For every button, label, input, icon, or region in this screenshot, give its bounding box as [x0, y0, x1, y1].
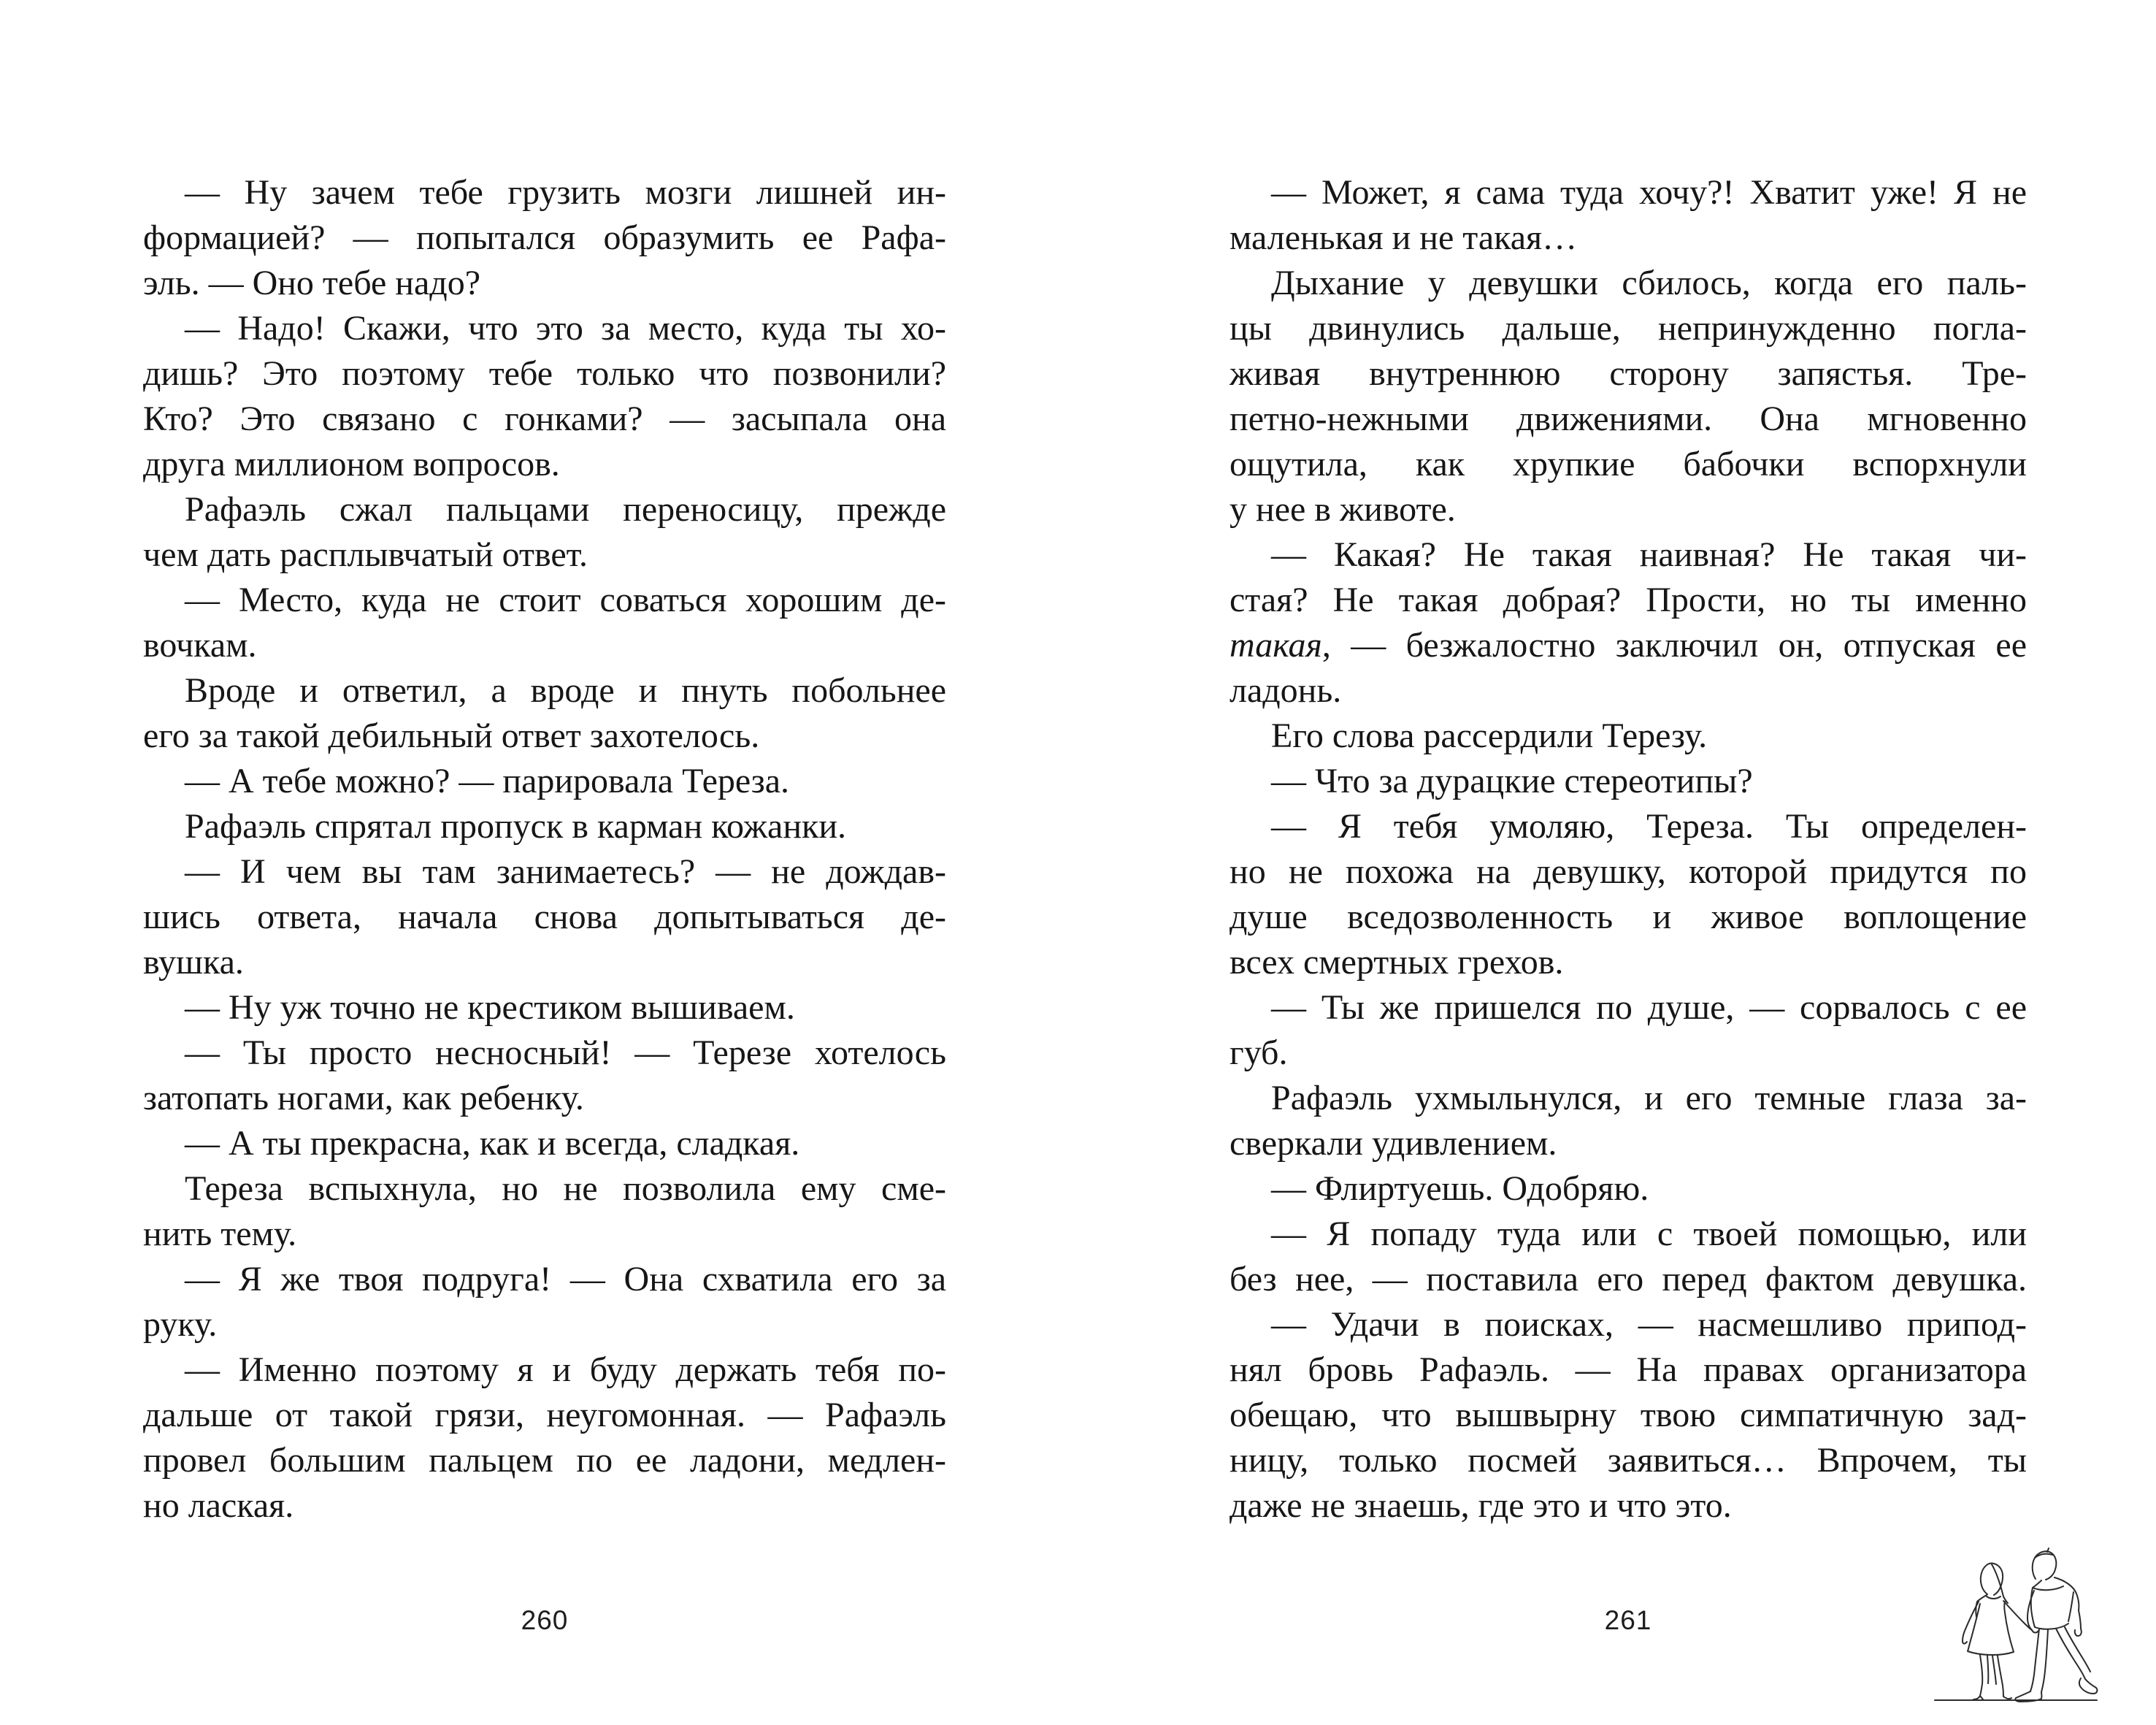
text-line: ощутила, как хрупкие бабочки вспорхнули [1229, 445, 2027, 483]
text-line: Тереза вспыхнула, но не позволила ему сме- [185, 1169, 946, 1208]
text-line: — Ты же пришелся по душе, — сорвалось с ее [1271, 988, 2027, 1027]
text-line: сверкали удивлением. [1229, 1124, 1557, 1163]
text-line: всех смертных грехов. [1229, 943, 1564, 982]
text-line: живая внутреннюю сторону запястья. Тре- [1229, 354, 2027, 393]
text-line: петно-нежными движениями. Она мгновенно [1229, 399, 2027, 438]
text-line: — Какая? Не такая наивная? Не такая чи- [1271, 535, 2027, 574]
text-line: Рафаэль сжал пальцами переносицу, прежде [185, 490, 946, 529]
text-line: стая? Не такая добрая? Прости, но ты именно [1229, 581, 2027, 619]
text-line: дальше от такой грязи, неугомонная. — Рафаэль [143, 1396, 946, 1434]
text-line: нить тему. [143, 1215, 297, 1253]
text-line: Его слова рассердили Терезу. [1271, 716, 1708, 755]
text-line: без нее, — поставила его перед фактом девушка. [1229, 1260, 2027, 1298]
text-line: душе вседозволенность и живое воплощение [1229, 898, 2027, 936]
text-line: цы двинулись дальше, непринужденно погла- [1229, 309, 2027, 348]
text-line: затопать ногами, как ребенку. [143, 1079, 584, 1117]
text-line: чем дать расплывчатый ответ. [143, 535, 588, 574]
text-line: — Что за дурацкие стереотипы? [1271, 762, 1753, 800]
text-line: вочкам. [143, 626, 257, 665]
text-line: ницу, только посмей заявиться… Впрочем, ты [1229, 1441, 2027, 1480]
couple-walking-line-art-illustration [1898, 1519, 2132, 1725]
text-line: — Именно поэтому я и буду держать тебя по- [185, 1350, 946, 1389]
page-number-right: 261 [1604, 1605, 1652, 1635]
text-line: Рафаэль ухмыльнулся, и его темные глаза за- [1271, 1079, 2027, 1117]
text-line: дишь? Это поэтому тебе только что позвонили? [143, 354, 946, 393]
text-line: руку. [143, 1305, 218, 1344]
text-line: — Флиртуешь. Одобряю. [1271, 1169, 1649, 1208]
text-line: Рафаэль спрятал пропуск в карман кожанки. [185, 807, 847, 846]
text-line: даже не знаешь, где это и что это. [1229, 1486, 1732, 1525]
text-line: губ. [1229, 1033, 1288, 1072]
text-line: — Ну зачем тебе грузить мозги лишней ин- [185, 173, 946, 212]
text-line: но не похожа на девушку, которой придутся по [1229, 852, 2027, 891]
text-line: формацией? — попытался образумить ее Рафа- [143, 218, 946, 257]
text-line: ладонь. [1229, 671, 1342, 710]
text-line: — Ну уж точно не крестиком вышиваем. [185, 988, 795, 1027]
text-line: такая, — безжалостно заключил он, отпуская ее [1229, 626, 2027, 665]
text-line: но лаская. [143, 1486, 294, 1525]
text-line: эль. — Оно тебе надо? [143, 264, 481, 302]
text-line: Дыхание у девушки сбилось, когда его паль- [1271, 264, 2027, 302]
text-line: — Надо! Скажи, что это за место, куда ты хо- [185, 309, 946, 348]
text-line: нял бровь Рафаэль. — На правах организатора [1229, 1350, 2027, 1389]
page-number-left: 260 [521, 1605, 569, 1635]
text-line: — Я тебя умоляю, Тереза. Ты определен- [1271, 807, 2027, 846]
text-line: провел большим пальцем по ее ладони, медлен- [143, 1441, 946, 1480]
text-line: Кто? Это связано с гонками? — засыпала она [143, 399, 946, 438]
text-column-right [1229, 170, 2027, 1529]
text-line: Вроде и ответил, а вроде и пнуть побольнее [185, 671, 946, 710]
text-line: — Место, куда не стоит соваться хорошим де- [185, 581, 946, 619]
text-line: — Ты просто несносный! — Терезе хотелось [185, 1033, 946, 1072]
text-line: обещаю, что вышвырну твою симпатичную зад- [1229, 1396, 2027, 1434]
text-column-left [143, 170, 946, 1529]
text-line: его за такой дебильный ответ захотелось. [143, 716, 760, 755]
book-page-right [1078, 0, 2156, 1725]
text-line: — Я же твоя подруга! — Она схватила его за [185, 1260, 946, 1298]
text-line: — А тебе можно? — парировала Тереза. [185, 762, 790, 800]
text-line: — А ты прекрасна, как и всегда, сладкая. [185, 1124, 800, 1163]
text-line: маленькая и не такая… [1229, 218, 1578, 257]
text-line: — Удачи в поисках, — насмешливо припод- [1271, 1305, 2027, 1344]
text-line: друга миллионом вопросов. [143, 445, 560, 483]
italic-emphasis: такая [1229, 626, 1322, 665]
text-line: у нее в животе. [1229, 490, 1456, 529]
text-line: — И чем вы там занимаетесь? — не дождав- [185, 852, 946, 891]
text-line: шись ответа, начала снова допытываться де- [143, 898, 946, 936]
text-line: — Я попаду туда или с твоей помощью, или [1271, 1215, 2027, 1253]
text-line: вушка. [143, 943, 244, 982]
text-line: — Может, я сама туда хочу?! Хватит уже! Я не [1271, 173, 2027, 212]
